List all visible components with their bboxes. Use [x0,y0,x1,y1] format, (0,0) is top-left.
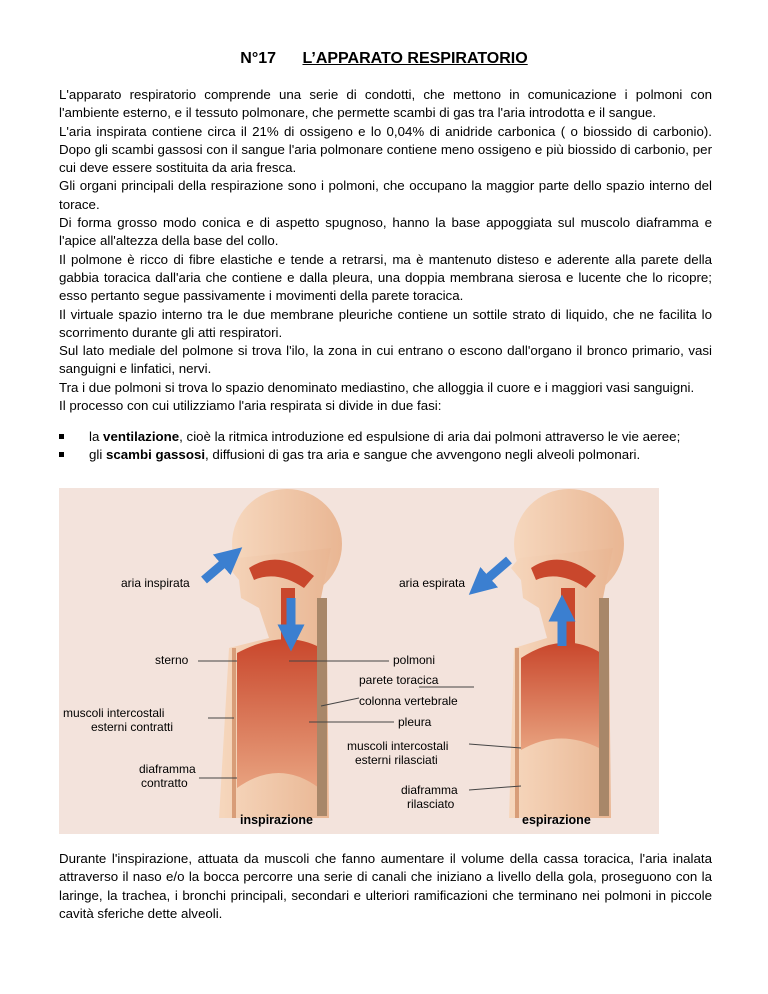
list-item: gli scambi gassosi, diffusioni di gas tra aria e sangue che avvengono negli alveoli polmonari. [59,446,712,464]
label-aria-inspirata: aria inspirata [121,576,190,590]
label-parete-toracica: parete toracica [359,673,439,687]
label-muscoli-contratti: esterni contratti [91,720,174,734]
label-colonna-vertebrale: colonna vertebrale [359,694,458,708]
paragraph: L'apparato respiratorio comprende una serie di condotti, che mettono in comunicazione i polmoni con l'ambiente esterno, e il tessuto polmonare, che permette scambi di gas tra l'aria introdotta e il sangue. [59,87,712,121]
paragraph: Sul lato mediale del polmone si trova l'ilo, la zona in cui entrano o escono dall'organo il bronco primario, vasi sanguigni e linfatici, nervi. [59,343,712,377]
chapter-title: L’APPARATO RESPIRATORIO [302,50,528,67]
paragraph: Gli organi principali della respirazione sono i polmoni, che occupano la maggior parte dello spazio interno del torace. [59,178,712,212]
list-item: la ventilazione, cioè la ritmica introduzione ed espulsione di aria dai polmoni attraverso le vie aeree; [59,428,712,446]
page-title [0,50,768,68]
label-pleura: pleura [398,715,432,729]
expiration-body [509,489,624,818]
label-aria-espirata: aria espirata [399,576,466,590]
label-diaframma-contratto: contratto [141,776,188,790]
label-diaframma-rilasciato: rilasciato [407,797,455,811]
square-bullet-icon [59,452,64,457]
caption-inspirazione: inspirazione [240,813,313,827]
inspiration-body [219,489,342,818]
paragraph: Di forma grosso modo conica e di aspetto spugnoso, hanno la base appoggiata sul muscolo diaframma e l'apice all'altezza della base del collo. [59,215,712,249]
paragraph: L'aria inspirata contiene circa il 21% di ossigeno e lo 0,04% di anidride carbonica ( o biossido di carbonio). Dopo gli scambi gassosi con il sangue l'aria polmonare contiene meno ossigeno e più biossido di carbonio, per cui deve essere sostituita da aria fresca. [59,123,712,176]
paragraph: Il virtuale spazio interno tra le due membrane pleuriche contiene un sottile strato di liquido, che ne facilita lo scorrimento durante gli atti respiratori. [59,306,712,340]
paragraph: Il processo con cui utilizziamo l'aria respirata si divide in due fasi: [59,398,442,414]
label-polmoni: polmoni [393,653,436,667]
label-diaframma-contratto: diaframma [139,762,196,776]
label-muscoli-contratti: muscoli intercostali [63,706,165,720]
bullet-list [59,428,712,465]
term-scambi-gassosi: scambi gassosi [106,447,206,463]
label-muscoli-rilasciati: esterni rilasciati [355,753,438,767]
chapter-number: N°17 [240,50,277,67]
body-text [59,86,712,415]
label-diaframma-rilasciato: diaframma [401,783,458,797]
square-bullet-icon [59,434,64,439]
closing-paragraph: Durante l'inspirazione, attuata da muscoli che fanno aumentare il volume della cassa toracica, l'aria inalata attraverso il naso e/o la bocca percorre una serie di canali che iniziano a livello della gola, proseguono con la laringe, la trachea, i bronchi principali, secondari e ulteriori ramificazioni che terminano nei polmoni in piccole cavità sferiche dette alveoli. [59,851,712,921]
label-sterno: sterno [155,653,189,667]
label-muscoli-rilasciati: muscoli intercostali [347,739,449,753]
paragraph: Il polmone è ricco di fibre elastiche e tende a retrarsi, ma è mantenuto disteso e aderente alla parete della gabbia toracica dall'aria che contiene e dalla pleura, una doppia membrana sierosa e lucente che lo ricopre; esso pertanto segue passivamente i movimenti della parete toracica. [59,251,712,304]
paragraph: Tra i due polmoni si trova lo spazio denominato mediastino, che alloggia il cuore e i maggiori vasi sanguigni. [59,379,695,395]
respiration-figure [59,488,659,834]
caption-espirazione: espirazione [522,813,591,827]
term-ventilazione: ventilazione [103,429,180,444]
